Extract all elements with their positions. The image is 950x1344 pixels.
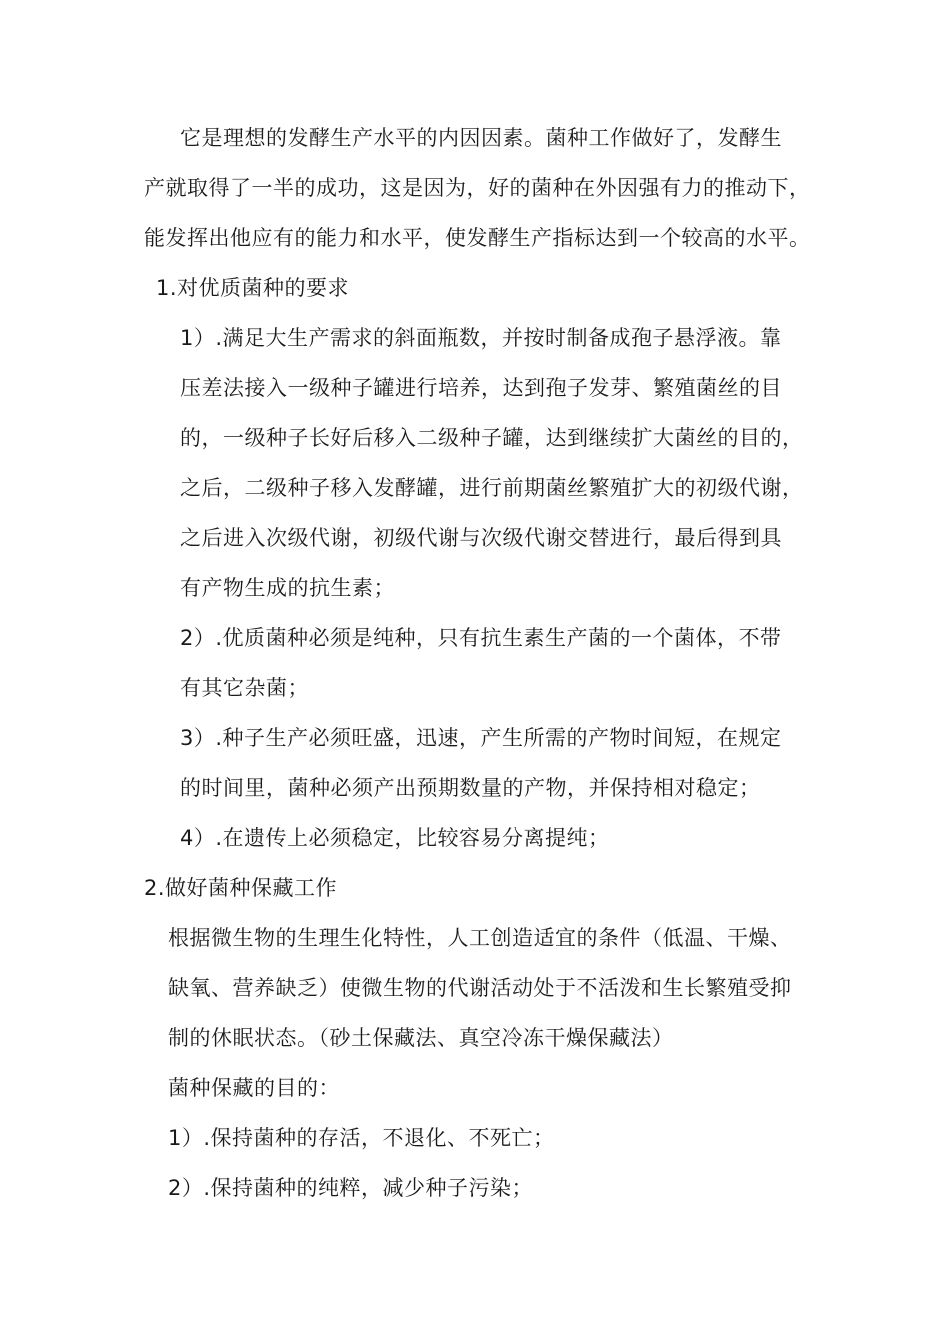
- list-item-continuation: 之后进入次级代谢，初级代谢与次级代谢交替进行，最后得到具: [180, 526, 782, 550]
- list-item: 1）.保持菌种的存活，不退化、不死亡；: [168, 1126, 555, 1150]
- list-item-continuation: 有产物生成的抗生素；: [180, 576, 395, 600]
- intro-line: 能发挥出他应有的能力和水平，使发酵生产指标达到一个较高的水平。: [144, 226, 811, 250]
- list-item: 4）.在遗传上必须稳定，比较容易分离提纯；: [180, 826, 610, 850]
- subheading: 菌种保藏的目的：: [168, 1076, 340, 1100]
- list-item: 2）.优质菌种必须是纯种，只有抗生素生产菌的一个菌体，不带: [180, 626, 782, 650]
- list-item-continuation: 之后，二级种子移入发酵罐，进行前期菌丝繁殖扩大的初级代谢，: [180, 476, 804, 500]
- list-item: 1）.满足大生产需求的斜面瓶数，并按时制备成孢子悬浮液。靠: [180, 326, 782, 350]
- list-item-continuation: 有其它杂菌；: [180, 676, 309, 700]
- section-heading: 1.对优质菌种的要求: [156, 276, 350, 300]
- list-item: 3）.种子生产必须旺盛，迅速，产生所需的产物时间短，在规定: [180, 726, 782, 750]
- list-item-continuation: 压差法接入一级种子罐进行培养，达到孢子发芽、繁殖菌丝的目: [180, 376, 782, 400]
- list-item-continuation: 的时间里，菌种必须产出预期数量的产物，并保持相对稳定；: [180, 776, 761, 800]
- paragraph-line: 缺氧、营养缺乏）使微生物的代谢活动处于不活泼和生长繁殖受抑: [168, 976, 792, 1000]
- list-item: 2）.保持菌种的纯粹，减少种子污染；: [168, 1176, 534, 1200]
- intro-line: 产就取得了一半的成功，这是因为，好的菌种在外因强有力的推动下，: [144, 176, 811, 200]
- paragraph-line: 根据微生物的生理生化特性，人工创造适宜的条件（低温、干燥、: [168, 926, 792, 950]
- paragraph-line: 制的休眠状态。（砂土保藏法、真空冷冻干燥保藏法）: [168, 1026, 674, 1050]
- list-item-continuation: 的，一级种子长好后移入二级种子罐，达到继续扩大菌丝的目的，: [180, 426, 804, 450]
- intro-line: 它是理想的发酵生产水平的内因因素。菌种工作做好了，发酵生: [180, 126, 782, 150]
- section-heading: 2.做好菌种保藏工作: [144, 876, 338, 900]
